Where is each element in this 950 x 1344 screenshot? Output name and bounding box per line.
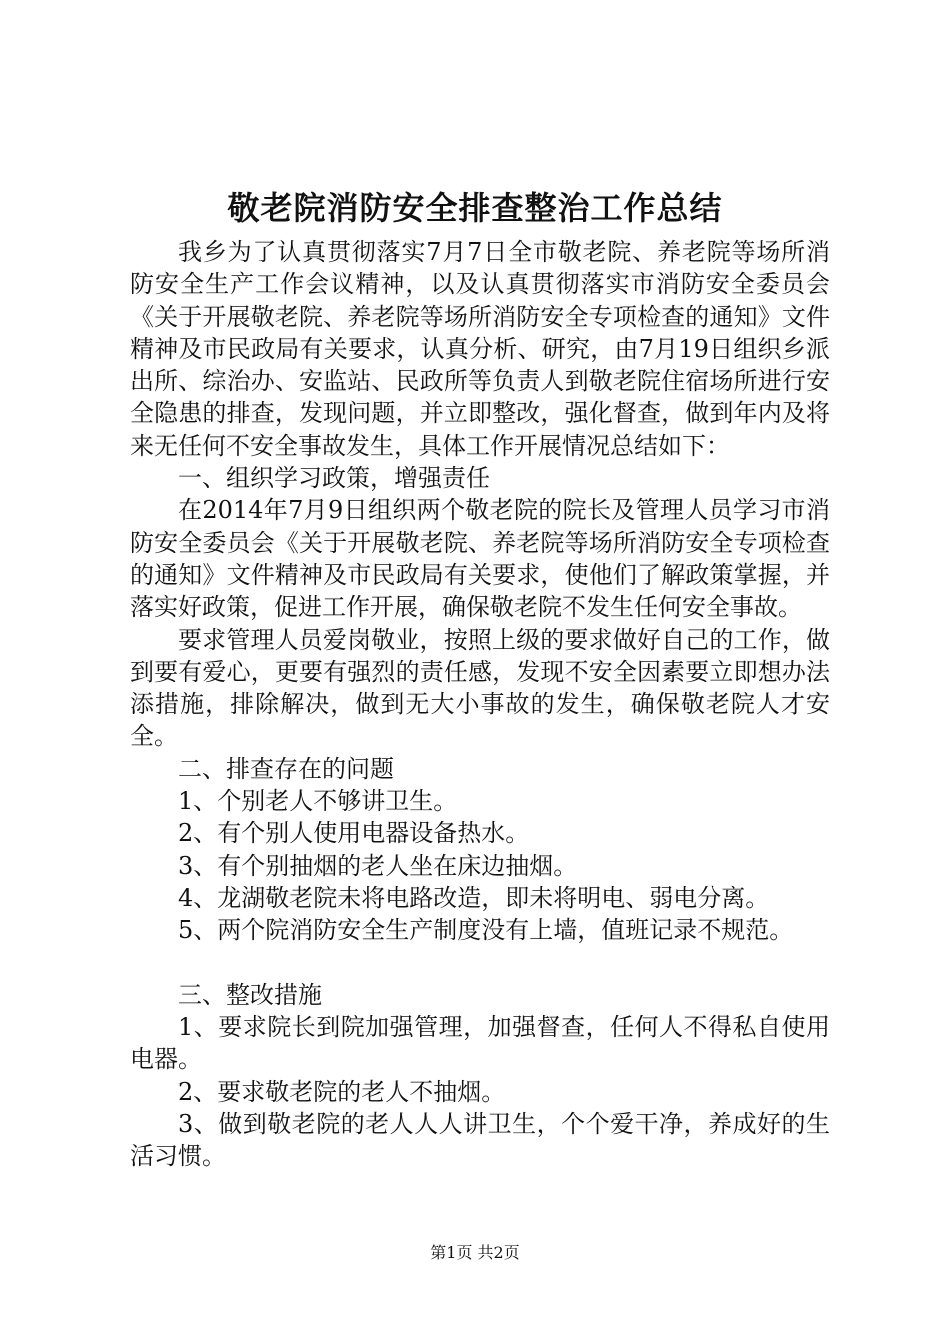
intro-paragraph: 我乡为了认真贯彻落实7月7日全市敬老院、养老院等场所消防安全生产工作会议精神，以及认真贯彻落实市消防安全委员会《关于开展敬老院、养老院等场所消防安全专项检查的通知》文件精神及市民政局有关要求，认真分析、研究，由7月19日组织乡派出所、综治办、安监站、民政所等负责人到敬老院住宿场所进行安全隐患的排查，发现问题，并立即整改，强化督查，做到年内及将来无任何不安全事故发生，具体工作开展情况总结如下： xyxy=(130,238,830,460)
section-1-paragraph-1: 在2014年7月9日组织两个敬老院的院长及管理人员学习市消防安全委员会《关于开展敬老院、养老院等场所消防安全专项检查的通知》文件精神及市民政局有关要求，使他们了解政策掌握，并落实好政策，促进工作开展，确保敬老院不发生任何安全事故。 xyxy=(130,496,830,622)
measure-item-1: 1、要求院长到院加强管理，加强督查，任何人不得私自使用电器。 xyxy=(130,1013,830,1074)
issue-item-3: 3、有个别抽烟的老人坐在床边抽烟。 xyxy=(178,851,578,880)
section-heading-3: 三、整改措施 xyxy=(178,980,322,1009)
document-body xyxy=(130,236,830,1173)
page-footer: 第1页 共2页 xyxy=(430,1243,520,1262)
issue-item-1: 1、个别老人不够讲卫生。 xyxy=(178,787,458,816)
blank-line xyxy=(130,947,830,979)
section-heading-2: 二、排查存在的问题 xyxy=(178,754,394,783)
measure-item-3: 3、做到敬老院的老人人人讲卫生，个个爱干净，养成好的生活习惯。 xyxy=(130,1110,830,1171)
issue-item-5: 5、两个院消防安全生产制度没有上墙，值班记录不规范。 xyxy=(178,916,794,945)
measure-item-2: 2、要求敬老院的老人不抽烟。 xyxy=(178,1077,506,1106)
section-heading-1: 一、组织学习政策，增强责任 xyxy=(178,464,490,493)
issue-item-2: 2、有个别人使用电器设备热水。 xyxy=(178,819,530,848)
section-1-paragraph-2: 要求管理人员爱岗敬业，按照上级的要求做好自己的工作，做到要有爱心，更要有强烈的责任感，发现不安全因素要立即想办法添措施，排除解决，做到无大小事故的发生，确保敬老院人才安全。 xyxy=(130,625,830,751)
issue-item-4: 4、龙湖敬老院未将电路改造，即未将明电、弱电分离。 xyxy=(178,883,770,912)
document-title: 敬老院消防安全排查整治工作总结 xyxy=(227,189,723,227)
